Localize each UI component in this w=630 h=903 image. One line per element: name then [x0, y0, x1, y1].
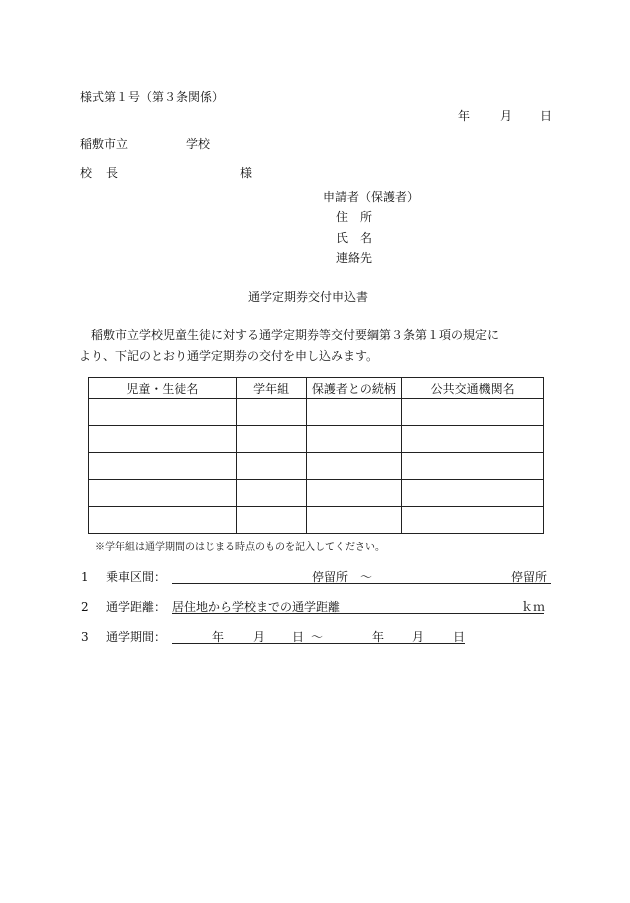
section-1-number: 1 [81, 570, 89, 584]
table-cell[interactable] [402, 480, 544, 507]
table-cell[interactable] [306, 399, 402, 426]
section-3-tilde: ～ [311, 630, 324, 644]
table-cell[interactable] [306, 426, 402, 453]
table-cell[interactable] [89, 426, 237, 453]
table-cell[interactable] [306, 480, 402, 507]
section-3-month-1: 月 [253, 630, 266, 644]
section-2-label: 通学距離： [106, 600, 167, 614]
section-2-number: 2 [81, 600, 89, 614]
student-table [88, 377, 544, 534]
applicant-name-label: 氏 名 [336, 231, 373, 245]
section-1-label: 乗車区間： [106, 570, 167, 584]
table-cell[interactable] [236, 507, 306, 534]
date-day: 日 [540, 109, 553, 123]
section-3-number: 3 [81, 630, 89, 644]
header-grade-class: 学年組 [236, 378, 306, 399]
header-transit: 公共交通機関名 [402, 378, 544, 399]
table-cell[interactable] [236, 480, 306, 507]
applicant-address-label: 住 所 [336, 210, 373, 224]
section-3-year-2: 年 [372, 630, 385, 644]
table-cell[interactable] [89, 453, 237, 480]
section-1-stop-b: 停留所 [511, 570, 548, 584]
table-cell[interactable] [236, 426, 306, 453]
section-3-day-2: 日 [453, 630, 466, 644]
section-2-unit: ｋｍ [521, 600, 546, 614]
school-suffix: 学校 [186, 137, 211, 151]
applicant-heading: 申請者（保護者） [323, 190, 420, 204]
section-3-day-1: 日 [292, 630, 305, 644]
table-cell[interactable] [236, 399, 306, 426]
section-1-tilde: ～ [360, 570, 373, 584]
section-3-month-2: 月 [412, 630, 425, 644]
section-2-text: 居住地から学校までの通学距離 [172, 600, 341, 614]
table-cell[interactable] [89, 399, 237, 426]
table-row [89, 480, 544, 507]
table-note: ※学年組は通学期間のはじまる時点のものを記入してください。 [95, 542, 385, 553]
table-row [89, 453, 544, 480]
table-cell[interactable] [306, 507, 402, 534]
school-city: 稲敷市立 [80, 137, 129, 151]
body-line-1: 稲敷市立学校児童生徒に対する通学定期券等交付要綱第３条第１項の規定に [91, 328, 500, 342]
table-cell[interactable] [306, 453, 402, 480]
table-row [89, 399, 544, 426]
table-cell[interactable] [402, 426, 544, 453]
body-line-2: より、下記のとおり通学定期券の交付を申し込みます。 [79, 349, 379, 363]
table-header-row [89, 378, 544, 399]
section-3-label: 通学期間： [106, 630, 167, 644]
applicant-contact-label: 連絡先 [336, 251, 373, 265]
doc-title: 通学定期券交付申込書 [248, 290, 369, 304]
principal-title-b: 長 [106, 166, 119, 180]
principal-honorific: 様 [240, 166, 253, 180]
date-month: 月 [500, 109, 513, 123]
header-relationship: 保護者との続柄 [306, 378, 402, 399]
table-cell[interactable] [89, 507, 237, 534]
header-student-name: 児童・生徒名 [89, 378, 237, 399]
table-row [89, 507, 544, 534]
section-1-stop-a: 停留所 [312, 570, 349, 584]
table-cell[interactable] [402, 507, 544, 534]
table-cell[interactable] [236, 453, 306, 480]
date-year: 年 [458, 109, 471, 123]
section-3-year-1: 年 [212, 630, 225, 644]
table-cell[interactable] [89, 480, 237, 507]
table-cell[interactable] [402, 399, 544, 426]
table-cell[interactable] [402, 453, 544, 480]
principal-title-a: 校 [80, 166, 93, 180]
form-number: 様式第１号（第３条関係） [80, 90, 225, 104]
table-row [89, 426, 544, 453]
